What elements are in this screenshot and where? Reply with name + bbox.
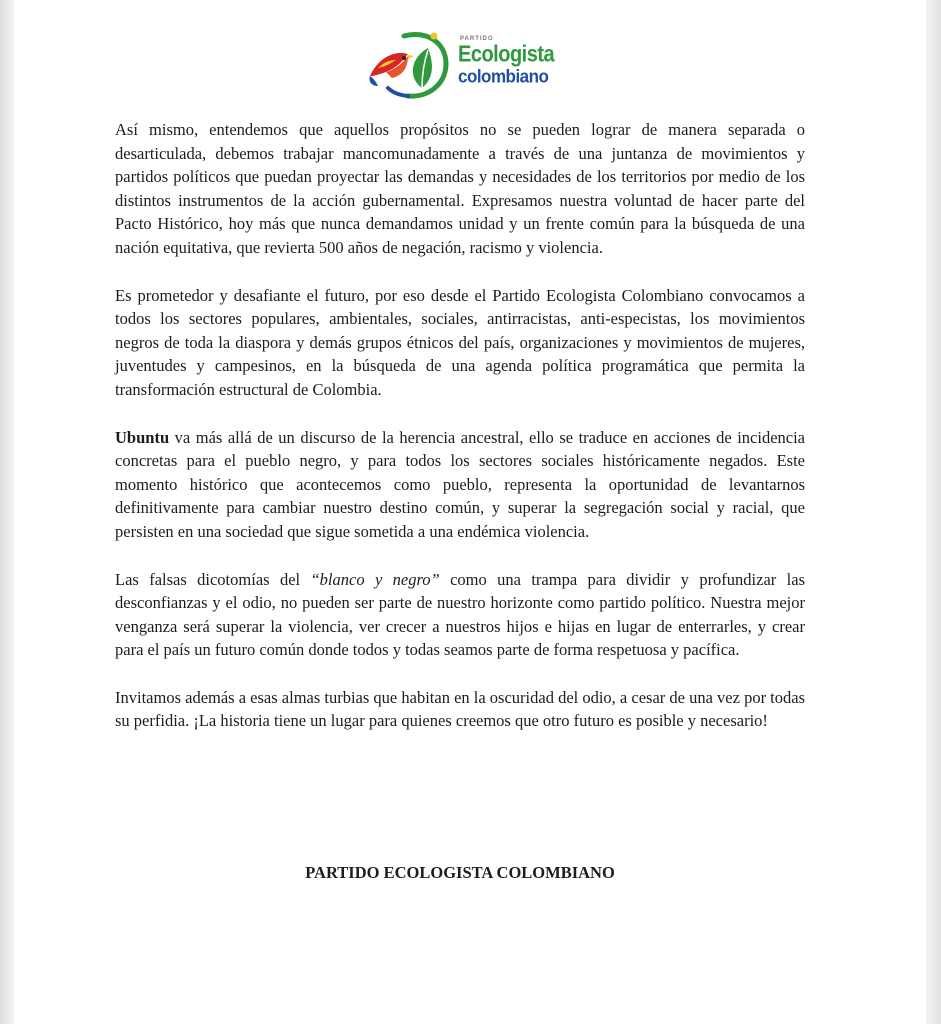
letter-body — [115, 118, 805, 733]
paragraph-4-text: como una trampa para dividir y profundizar las desconfianzas y el odio, no pueden ser parte de nuestro horizonte como partido político. Nuestra mejor venganza será superar la violencia, ver crecer a nuestros hijos e hijas en lugar de enterrarles, y crear para el país un futuro común donde todos y todas seamos parte de forma respetuosa y pacífica. — [115, 569, 805, 660]
blanco-y-negro-quote: “blanco y negro” — [310, 569, 440, 589]
paragraph-1: Así mismo, entendemos que aquellos propósitos no se pueden lograr de manera separada o desarticulada, debemos trabajar mancomunadamente a través de una juntanza de movimientos y partidos políticos que puedan proyectar las demandas y necesidades de los territorios por medio de los distintos instrumentos de la acción gubernamental. Expresamos nuestra voluntad de hacer parte del Pacto Histórico, hoy más que nunca demandamos unidad y un frente común para la búsqueda de una nación equitativa, que revierta 500 años de negación, racismo y violencia. — [115, 120, 805, 257]
logo-word-colombiano: colombiano — [458, 65, 549, 87]
paragraph-3-text: va más allá de un discurso de la herencia ancestral, ello se traduce en acciones de incidencia concretas para el pueblo negro, y para todos los sectores sociales históricamente negados. Este momento histórico que acontecemos como pueblo, representa la oportunidad de levantarnos definitivamente para cambiar nuestro destino común, y superar la segregación social y racial, que persisten en una sociedad que sigue sometida a una endémica violencia. — [115, 427, 805, 541]
party-logo — [364, 28, 564, 106]
logo-partido-label: PARTIDO — [460, 36, 494, 42]
logo-wordmark — [458, 36, 555, 87]
paragraph-5: Invitamos además a esas almas turbias que habitan en la oscuridad del odio, a cesar de una vez por todas su perfidia. ¡La historia tiene un lugar para quienes creemos que otro futuro es posible y necesario! — [115, 687, 806, 731]
paragraph-4 — [115, 568, 805, 662]
paragraph-3 — [115, 426, 805, 544]
paragraph-4-start: Las falsas dicotomías del — [115, 569, 311, 589]
paragraph-2: Es prometedor y desafiante el futuro, por eso desde el Partido Ecologista Colombiano convocamos a todos los sectores populares, ambientales, sociales, antirracistas, anti-especistas, los movimientos negros de toda la diaspora y demás grupos étnicos del país, organizaciones y movimientos de mujeres, juventudes y campesinos, en la búsqueda de una agenda política programática que permita la transformación estructural de Colombia. — [115, 285, 805, 399]
logo-word-ecologista: Ecologista — [458, 41, 555, 68]
signature-line: PARTIDO ECOLOGISTA COLOMBIANO — [305, 863, 615, 882]
ubuntu-term: Ubuntu — [115, 427, 170, 447]
leaf-bird-icon — [364, 28, 460, 106]
